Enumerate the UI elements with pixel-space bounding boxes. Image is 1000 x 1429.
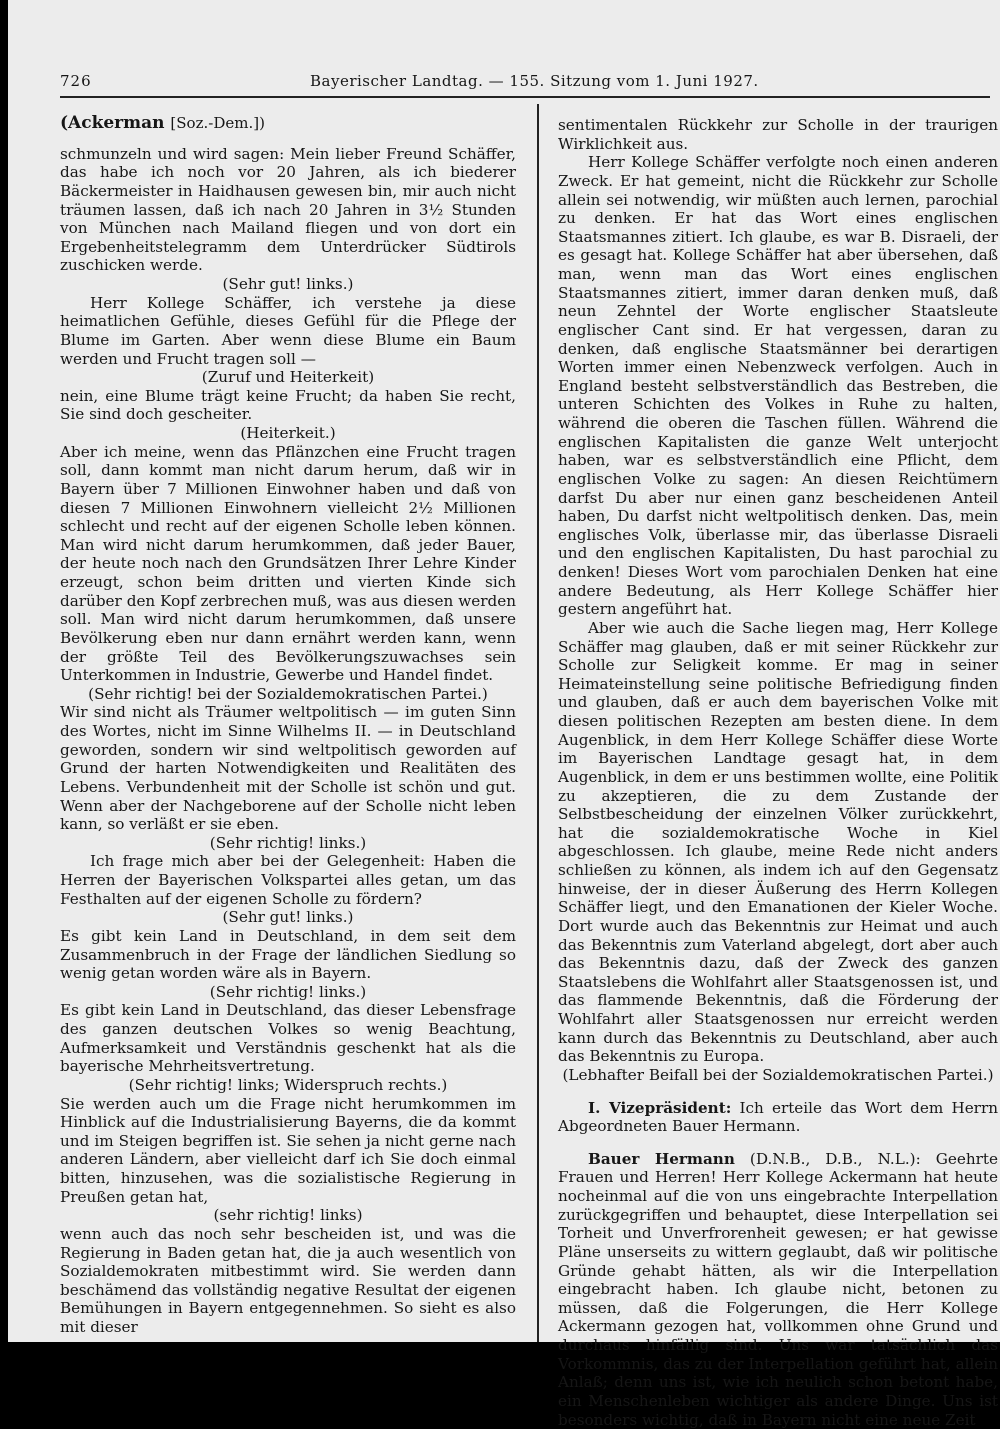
interjection: (Sehr gut! links.) — [222, 908, 354, 927]
interjection: (Lebhafter Beifall bei der Sozialdemokratischen Partei.) — [562, 1065, 994, 1084]
column-divider — [537, 104, 539, 1342]
paragraph: Herr Kollege Schäffer, ich verstehe ja diese heimatlichen Gefühle, dieses Gefühl für die Pflege der Blume im Garten. Aber wenn diese Blume ein Baum werden und Frucht tragen soll — — [60, 293, 516, 368]
speaker-party: (D.N.B., D.B., N.L.): — [749, 1149, 921, 1168]
paragraph: Es gibt kein Land in Deutschland, das dieser Lebensfrage des ganzen deutschen Volkes so wenig Beachtung, Aufmerksamkeit und Verständnis geschenkt hat als die bayerische Mehrheitsvertretung. — [60, 1001, 516, 1076]
paragraph: Aber ich meine, wenn das Pflänzchen eine Frucht tragen soll, dann kommt man nicht darum herum, daß wir in Bayern über 7 Millionen Einwohner haben und daß von diesen 7 Millionen Einwohnern vielleicht 2½ Millionen schlecht und recht auf der eigenen Scholle leben können. Man wird nicht darum herumkommen, daß jeder Bauer, der heute noch nach den Grundsätzen Ihrer Lehre Kinder erzeugt, schon beim dritten und vierten Kinde sich darüber den Kopf zerbrechen muß, was aus diesen werden soll. Man wird nicht darum herumkommen, daß unsere Bevölkerung eben nur dann ernährt werden kann, wenn der größte Teil des Bevölkerungszuwachses sein Unterkommen in Industrie, Gewerbe und Handel findet. — [60, 442, 516, 685]
vice-president-text: Ich erteile das Wort dem Herrn Abgeordneten Bauer Hermann. — [558, 1098, 998, 1136]
paragraph: wenn auch das noch sehr bescheiden ist, und was die Regierung in Baden getan hat, die ja auch wesentlich von Sozialdemokraten mitbestimmt wird. Sie werden dann beschämend das vollständig negative Resultat der eigenen Bemühungen in Bayern entgegennehmen. So sieht es also mit dieser — [60, 1224, 516, 1336]
running-title: Bayerischer Landtag. — 155. Sitzung vom 1. Juni 1927. — [310, 72, 759, 90]
interjection: (Sehr richtig! links.) — [209, 982, 367, 1001]
speaker-party: [Soz.-Dem.]) — [170, 114, 265, 132]
paragraph: Es gibt kein Land in Deutschland, in dem seit dem Zusammenbruch in der Frage der ländlichen Siedlung so wenig getan worden wäre als in Bayern. — [60, 926, 516, 983]
paragraph: nein, eine Blume trägt keine Frucht; da haben Sie recht, Sie sind doch gescheiter. — [60, 386, 516, 424]
spacer — [558, 1085, 998, 1099]
interjection: (Zuruf und Heiterkeit) — [201, 368, 375, 387]
interjection: (Sehr richtig! links.) — [209, 833, 367, 852]
paragraph: Aber wie auch die Sache liegen mag, Herr Kollege Schäffer mag glauben, daß er mit seiner Rückkehr zur Scholle zur Seligkeit komme. Er mag in seiner Heimateinstellung seine politische Befriedigung finden und glauben, daß er auch dem bayerischen Volke mit diesen politischen Rezepten am besten diene. In dem Augenblick, in dem Herr Kollege Schäffer diese Worte im Bayerischen Landtage gesagt hat, in dem Augenblick, in dem er uns bestimmen wollte, eine Politik zu akzeptieren, die zu dem Zustande der Selbstbescheidung der einzelnen Völker zurückkehrt, hat die sozialdemokratische Woche in Kiel abgeschlossen. Ich glaube, meine Rede nicht anders schließen zu können, als indem ich auf den Gegensatz hinweise, der in dieser Äußerung des Herrn Kollegen Schäffer liegt, und den Emanationen der Kieler Woche. Dort wurde auch das Bekenntnis zur Heimat und auch das Bekenntnis zum Vaterland abgelegt, dort aber auch das Bekenntnis dazu, daß der Zweck des ganzen Staatslebens die Wohlfahrt aller Staatsgenossen ist, und das flammende Bekenntnis, daß die Förderung der Wohlfahrt aller Staatsgenossen nur erreicht werden kann durch das Bekenntnis zu Deutschland, aber auch das Bekenntnis zu Europa. — [558, 618, 998, 1066]
page-number: 726 — [60, 72, 92, 90]
interjection: (sehr richtig! links) — [213, 1206, 363, 1225]
paragraph: Wir sind nicht als Träumer weltpolitisch — im guten Sinn des Wortes, nicht im Sinne Wilhelms II. — in Deutschland geworden, sondern wir sind weltpolitisch geworden auf Grund der harten Notwendigkeiten und Realitäten des Lebens. Verbundenheit mit der Scholle ist schön und gut. Wenn aber der Nachgeborene auf der Scholle nicht leben kann, so verläßt er sie eben. — [60, 703, 516, 834]
left-column — [60, 114, 516, 1337]
vice-president-remark — [558, 1099, 998, 1136]
interjection: (Heiterkeit.) — [240, 424, 336, 442]
page-header — [60, 72, 1000, 94]
paragraph: Herr Kollege Schäffer verfolgte noch einen anderen Zweck. Er hat gemeint, nicht die Rückkehr zur Scholle allein sei notwendig, wir müßten auch lernen, parochial zu denken. Er hat das Wort eines englischen Staatsmannes zitiert. Ich glaube, es war B. Disraeli, der es gesagt hat. Kollege Schäffer hat aber übersehen, daß man, wenn man das Wort eines englischen Staatsmannes zitiert, immer daran denken muß, daß neun Zehntel der Worte englischer Staatsleute englischer Cant sind. Er hat vergessen, daran zu denken, daß englische Staatsmänner bei derartigen Worten immer einen Nebenzweck verfolgen. Auch in England besteht selbstverständlich das Bestreben, die unteren Schichten des Volkes in Ruhe zu halten, während die oberen die Taschen füllen. Während die englischen Kapitalisten die ganze Welt unterjocht haben, war es selbstverständlich eine Pflicht, dem englischen Volke zu sagen: An diesen Reichtümern darfst Du aber nur einen ganz bescheidenen Anteil haben, Du darfst nicht weltpolitisch denken. Das, mein englisches Volk, überlasse mir, das überlasse Disraeli und den englischen Kapitalisten, Du hast parochial zu denken! Dieses Wort vom parochialen Denken hat eine andere Bedeutung, als Herr Kollege Schäffer hier gestern angeführt hat. — [558, 153, 998, 619]
interjection: (Sehr gut! links.) — [222, 275, 354, 293]
speech-text: Geehrte Frauen und Herren! Herr Kollege Ackermann hat heute nocheinmal auf die von uns eingebrachte Interpellation zurückgegriffen und behauptet, diese Interpellation sei Torheit und Unverfrorenheit gewesen; er hat gewisse Pläne unserseits zu wittern geglaubt, daß wir politische Gründe gehabt hätten, als wir die Interpellation eingebracht haben. Ich glaube nicht, betonen zu müssen, daß die Folgerungen, die Herr Kollege Ackermann gezogen hat, vollkommen ohne Grund und durchaus hinfällig sind. Uns war tatsächlich das Vorkommnis, das zu der Interpellation geführt hat, allein Anlaß; denn uns ist, wie ich neulich schon betont habe, ein Menschenleben wichtiger als andere Dinge. Uns ist besonders wichtig, daß in Bayern nicht eine neue Zeit — [558, 1149, 998, 1429]
interjection: (Sehr richtig! bei der Sozialdemokratischen Partei.) — [88, 684, 488, 703]
speaker-heading — [60, 114, 516, 133]
paragraph: sentimentalen Rückkehr zur Scholle in der traurigen Wirklichkeit aus. — [558, 116, 998, 153]
right-column — [558, 116, 998, 1429]
speaker-name: (Ackerman — [60, 113, 165, 133]
document-page — [8, 0, 1000, 1429]
interjection: (Sehr richtig! links; Widerspruch rechts.) — [128, 1075, 448, 1094]
header-rule — [60, 96, 990, 98]
bauer-speech — [558, 1150, 998, 1429]
paragraph: Ich frage mich aber bei der Gelegenheit: Haben die Herren der Bayerischen Volkspartei alles getan, um das Festhalten auf der eigenen Scholle zu fördern? — [60, 852, 516, 908]
paragraph: schmunzeln und wird sagen: Mein lieber Freund Schäffer, das habe ich noch vor 20 Jahren, als ich biederer Bäckermeister in Haidhausen gewesen bin, mir auch nicht träumen lassen, daß ich nach 20 Jahren in 3½ Stunden von München nach Mailand fliegen und von dort ein Ergebenheitstelegramm dem Unterdrücker Südtirols zuschicken werde. — [60, 144, 516, 275]
paragraph: Sie werden auch um die Frage nicht herumkommen im Hinblick auf die Industrialisierung Bayerns, die da kommt und im Steigen begriffen ist. Sie sehen ja nicht gerne nach anderen Ländern, aber vielleicht darf ich Sie doch einmal bitten, hinzusehen, was die sozialistische Regierung in Preußen getan hat, — [60, 1094, 516, 1206]
spacer — [558, 1136, 998, 1150]
speaker-name: Bauer Hermann — [588, 1149, 735, 1168]
vice-president-label: I. Vizepräsident: — [588, 1098, 732, 1117]
